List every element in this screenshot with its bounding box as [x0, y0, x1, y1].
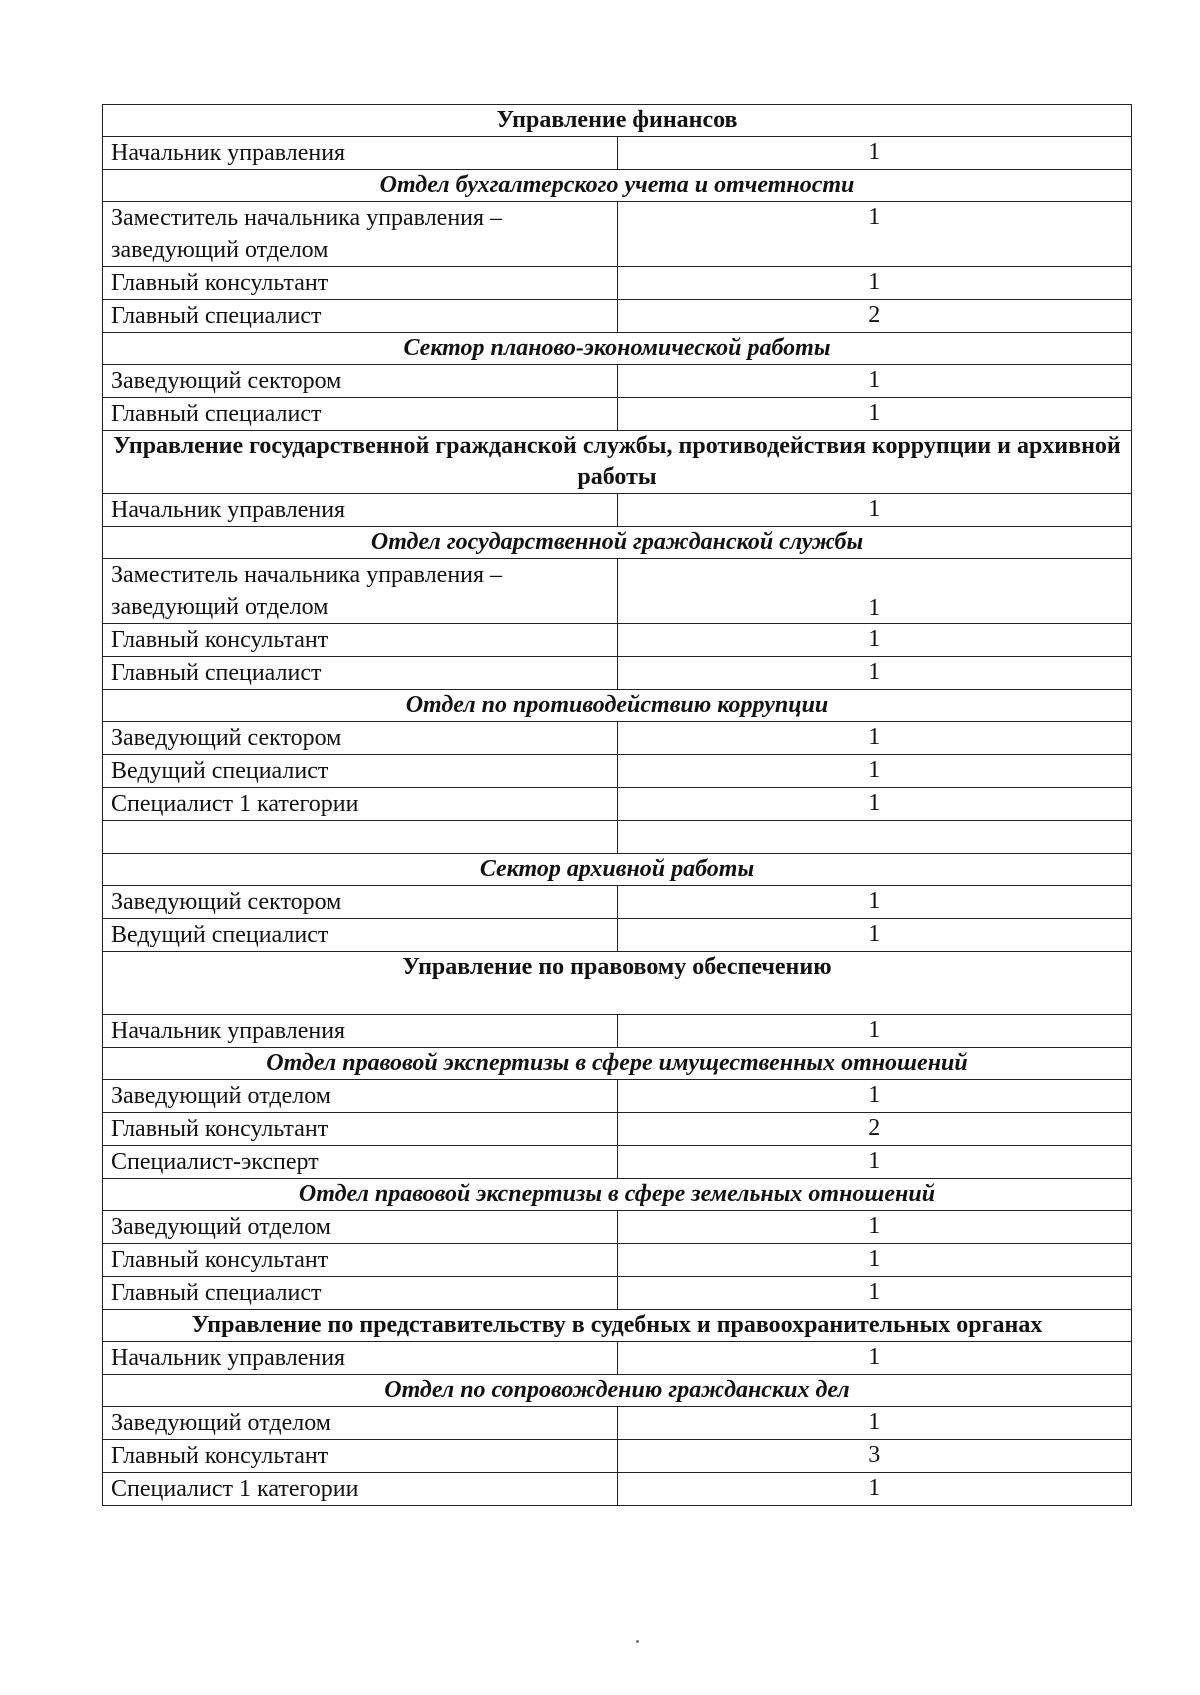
staff-count: 1 — [617, 919, 1132, 952]
department-title: Управление государственной гражданской службы, противодействия коррупции и архивной работы — [103, 431, 1132, 494]
section-header-row — [103, 854, 1132, 886]
staff-count: 1 — [617, 722, 1132, 755]
department-header-row — [103, 431, 1132, 494]
position-name: Главный консультант — [103, 1113, 618, 1146]
position-name: Специалист 1 категории — [103, 1473, 618, 1506]
section-header-row — [103, 527, 1132, 559]
section-title: Отдел государственной гражданской службы — [103, 527, 1132, 559]
position-row — [103, 1211, 1132, 1244]
position-row — [103, 559, 1132, 624]
section-header-row — [103, 1179, 1132, 1211]
position-row — [103, 624, 1132, 657]
section-title: Отдел по противодействию коррупции — [103, 690, 1132, 722]
staff-count: 1 — [617, 398, 1132, 431]
position-name: Заведующий сектором — [103, 886, 618, 919]
position-name: Заведующий отделом — [103, 1080, 618, 1113]
staff-count: 2 — [617, 1113, 1132, 1146]
staff-count: 1 — [617, 1277, 1132, 1310]
position-row — [103, 1342, 1132, 1375]
staff-count: 1 — [617, 202, 1132, 267]
staff-count: 1 — [617, 1211, 1132, 1244]
scan-dot — [636, 1640, 639, 1643]
position-row — [103, 137, 1132, 170]
staff-count: 1 — [617, 657, 1132, 690]
staff-count: 1 — [617, 559, 1132, 624]
position-name: Начальник управления — [103, 1342, 618, 1375]
position-name: Заместитель начальника управления – заведующий отделом — [103, 202, 618, 267]
position-row — [103, 788, 1132, 821]
position-name: Специалист-эксперт — [103, 1146, 618, 1179]
position-row — [103, 886, 1132, 919]
position-row — [103, 1080, 1132, 1113]
position-name: Начальник управления — [103, 137, 618, 170]
position-row — [103, 1277, 1132, 1310]
position-row — [103, 1113, 1132, 1146]
position-name: Главный специалист — [103, 300, 618, 333]
position-row — [103, 1244, 1132, 1277]
section-title: Отдел правовой экспертизы в сфере имущественных отношений — [103, 1048, 1132, 1080]
staffing-table-body — [103, 105, 1132, 1506]
position-row — [103, 300, 1132, 333]
staff-count: 1 — [617, 494, 1132, 527]
staff-count: 2 — [617, 300, 1132, 333]
position-name: Главный специалист — [103, 657, 618, 690]
position-name: Главный консультант — [103, 1244, 618, 1277]
section-header-row — [103, 1048, 1132, 1080]
staff-count: 1 — [617, 1080, 1132, 1113]
position-name: Главный специалист — [103, 398, 618, 431]
section-header-row — [103, 1375, 1132, 1407]
position-name: Начальник управления — [103, 494, 618, 527]
staff-count: 1 — [617, 1015, 1132, 1048]
staff-count: 1 — [617, 1407, 1132, 1440]
position-name: Ведущий специалист — [103, 919, 618, 952]
staff-count: 1 — [617, 1146, 1132, 1179]
position-row — [103, 919, 1132, 952]
department-title: Управление по представительству в судебных и правоохранительных органах — [103, 1310, 1132, 1342]
position-row — [103, 398, 1132, 431]
section-title: Отдел правовой экспертизы в сфере земельных отношений — [103, 1179, 1132, 1211]
position-row — [103, 1146, 1132, 1179]
section-title: Отдел по сопровождению гражданских дел — [103, 1375, 1132, 1407]
position-row — [103, 755, 1132, 788]
staff-count: 1 — [617, 137, 1132, 170]
staffing-table — [102, 104, 1132, 1506]
position-row — [103, 722, 1132, 755]
department-title: Управление финансов — [103, 105, 1132, 137]
position-name: Главный консультант — [103, 267, 618, 300]
empty-cell — [103, 821, 618, 854]
staff-count: 1 — [617, 755, 1132, 788]
department-title: Управление по правовому обеспечению — [103, 952, 1132, 1015]
section-title: Сектор архивной работы — [103, 854, 1132, 886]
staff-count: 1 — [617, 886, 1132, 919]
empty-row — [103, 821, 1132, 854]
position-row — [103, 267, 1132, 300]
section-header-row — [103, 333, 1132, 365]
position-row — [103, 657, 1132, 690]
position-name: Заведующий отделом — [103, 1407, 618, 1440]
position-row — [103, 1473, 1132, 1506]
section-title: Сектор планово-экономической работы — [103, 333, 1132, 365]
section-header-row — [103, 690, 1132, 722]
position-name: Главный консультант — [103, 1440, 618, 1473]
position-name: Специалист 1 категории — [103, 788, 618, 821]
department-header-row — [103, 105, 1132, 137]
position-name: Заведующий сектором — [103, 365, 618, 398]
staff-count: 1 — [617, 365, 1132, 398]
staff-count: 1 — [617, 624, 1132, 657]
staff-count: 1 — [617, 1342, 1132, 1375]
position-row — [103, 1440, 1132, 1473]
position-name: Заместитель начальника управления – заведующий отделом — [103, 559, 618, 624]
empty-cell — [617, 821, 1132, 854]
staff-count: 1 — [617, 267, 1132, 300]
position-name: Главный специалист — [103, 1277, 618, 1310]
department-header-row — [103, 1310, 1132, 1342]
staff-count: 1 — [617, 1473, 1132, 1506]
section-header-row — [103, 170, 1132, 202]
department-header-row — [103, 952, 1132, 1015]
position-row — [103, 1407, 1132, 1440]
staff-count: 3 — [617, 1440, 1132, 1473]
section-title: Отдел бухгалтерского учета и отчетности — [103, 170, 1132, 202]
position-row — [103, 1015, 1132, 1048]
position-name: Заведующий отделом — [103, 1211, 618, 1244]
position-name: Начальник управления — [103, 1015, 618, 1048]
position-row — [103, 494, 1132, 527]
position-row — [103, 202, 1132, 267]
position-name: Заведующий сектором — [103, 722, 618, 755]
position-name: Главный консультант — [103, 624, 618, 657]
staff-count: 1 — [617, 788, 1132, 821]
staff-count: 1 — [617, 1244, 1132, 1277]
position-name: Ведущий специалист — [103, 755, 618, 788]
position-row — [103, 365, 1132, 398]
